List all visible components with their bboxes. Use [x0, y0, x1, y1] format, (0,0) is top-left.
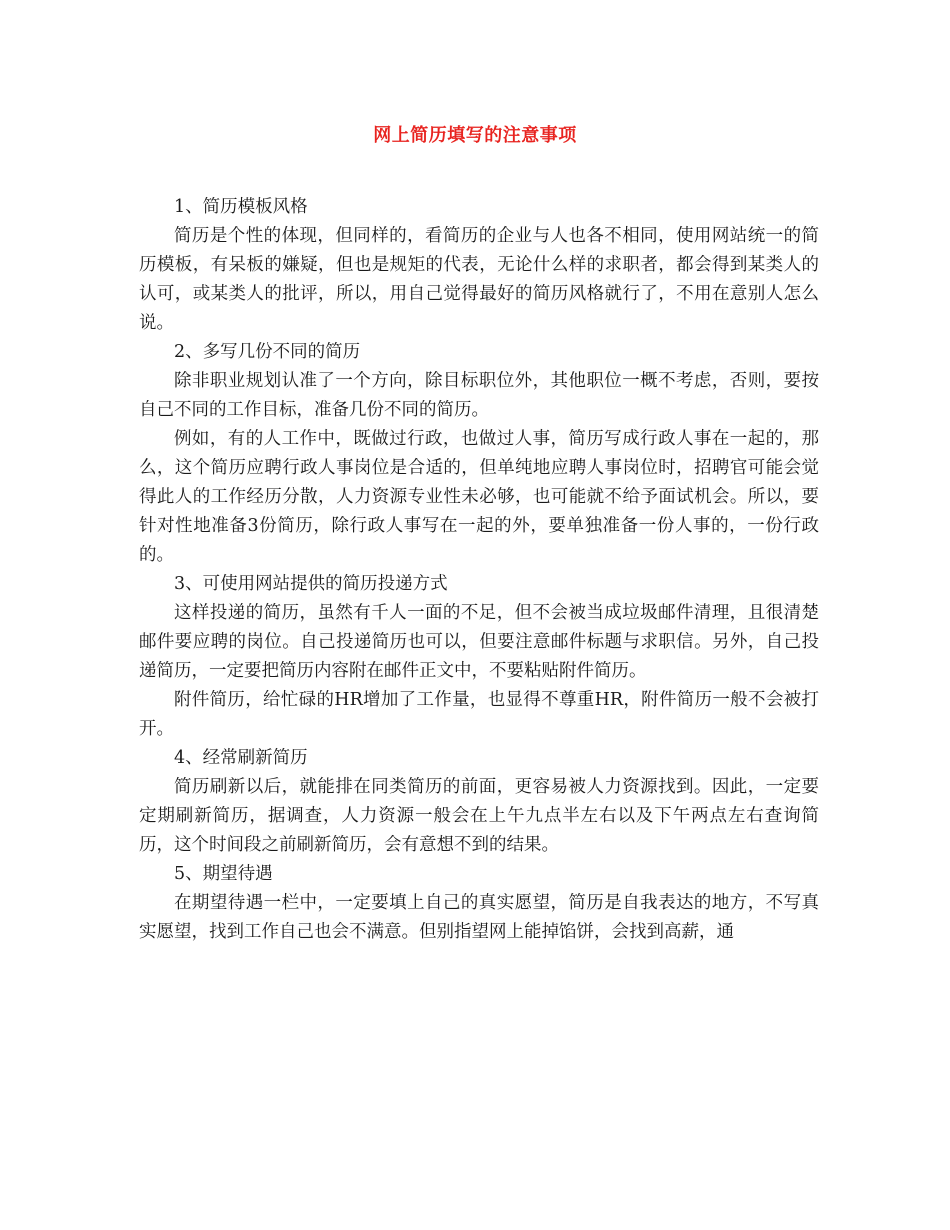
section-heading-3: 3、可使用网站提供的简历投递方式 — [174, 574, 448, 594]
section-heading-1: 1、简历模板风格 — [174, 197, 308, 217]
paragraph: 在期望待遇一栏中，一定要填上自己的真实愿望，简历是自我表达的地方，不写真实愿望，找到工作自己也会不满意。但别指望网上能掉馅饼，会找到高薪，通 — [139, 893, 819, 942]
document-title: 网上简历填写的注意事项 — [373, 125, 577, 146]
section-heading-4: 4、经常刷新简历 — [174, 748, 308, 768]
document-body — [139, 193, 819, 947]
section-heading-5: 5、期望待遇 — [174, 864, 273, 884]
paragraph: 除非职业规划认准了一个方向，除目标职位外，其他职位一概不考虑，否则，要按自己不同的工作目标，准备几份不同的简历。 — [139, 371, 819, 420]
section-heading-2: 2、多写几份不同的简历 — [174, 342, 361, 362]
paragraph: 简历是个性的体现，但同样的，看简历的企业与人也各不相同，使用网站统一的简历模板，有呆板的嫌疑，但也是规矩的代表，无论什么样的求职者，都会得到某类人的认可，或某类人的批评，所以，用自己觉得最好的简历风格就行了，不用在意别人怎么说。 — [139, 226, 819, 333]
paragraph: 这样投递的简历，虽然有千人一面的不足，但不会被当成垃圾邮件清理，且很清楚邮件要应聘的岗位。自己投递简历也可以，但要注意邮件标题与求职信。另外，自己投递简历，一定要把简历内容附在邮件正文中，不要粘贴附件简历。 — [139, 603, 819, 681]
paragraph: 简历刷新以后，就能排在同类简历的前面，更容易被人力资源找到。因此，一定要定期刷新简历，据调查，人力资源一般会在上午九点半左右以及下午两点左右查询简历，这个时间段之前刷新简历，会有意想不到的结果。 — [139, 777, 819, 855]
paragraph: 附件简历，给忙碌的HR增加了工作量，也显得不尊重HR，附件简历一般不会被打开。 — [139, 690, 819, 739]
paragraph: 例如，有的人工作中，既做过行政，也做过人事，简历写成行政人事在一起的，那么，这个简历应聘行政人事岗位是合适的，但单纯地应聘人事岗位时，招聘官可能会觉得此人的工作经历分散，人力资源专业性未必够，也可能就不给予面试机会。所以，要针对性地准备3份简历，除行政人事写在一起的外，要单独准备一份人事的，一份行政的。 — [139, 429, 819, 565]
